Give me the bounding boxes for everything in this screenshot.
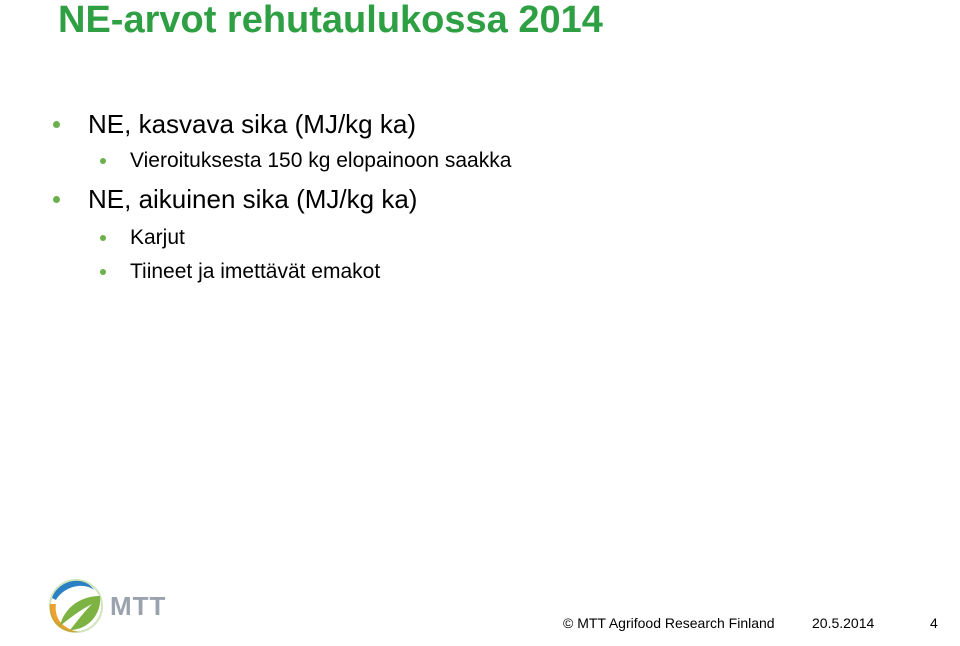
bullet-text: Tiineet ja imettävät emakot (130, 260, 381, 283)
bullet-text: NE, aikuinen sika (MJ/kg ka) (88, 184, 418, 214)
sub-bullet-item (130, 260, 380, 284)
sub-bullet-item (130, 149, 511, 173)
bullet-text: Karjut (130, 226, 185, 249)
bullet-text: NE, kasvava sika (MJ/kg ka) (88, 109, 416, 139)
bullet-dot-icon (53, 121, 60, 128)
bullet-dot-icon (100, 158, 106, 164)
footer-copyright: © MTT Agrifood Research Finland (563, 615, 775, 631)
mtt-logo (44, 574, 184, 636)
bullet-item (88, 109, 416, 139)
mtt-logo-icon (44, 574, 184, 636)
sub-bullet-item (130, 226, 185, 250)
bullet-item (88, 184, 417, 214)
bullet-dot-icon (100, 269, 106, 275)
logo-text: MTT (110, 591, 167, 621)
footer-page-number: 4 (930, 615, 938, 631)
footer-date: 20.5.2014 (812, 615, 875, 631)
bullet-dot-icon (100, 235, 106, 241)
bullet-text: Vieroituksesta 150 kg elopainoon saakka (130, 149, 512, 172)
bullet-dot-icon (53, 196, 60, 203)
slide-title: NE-arvot rehutaulukossa 2014 (58, 0, 603, 41)
